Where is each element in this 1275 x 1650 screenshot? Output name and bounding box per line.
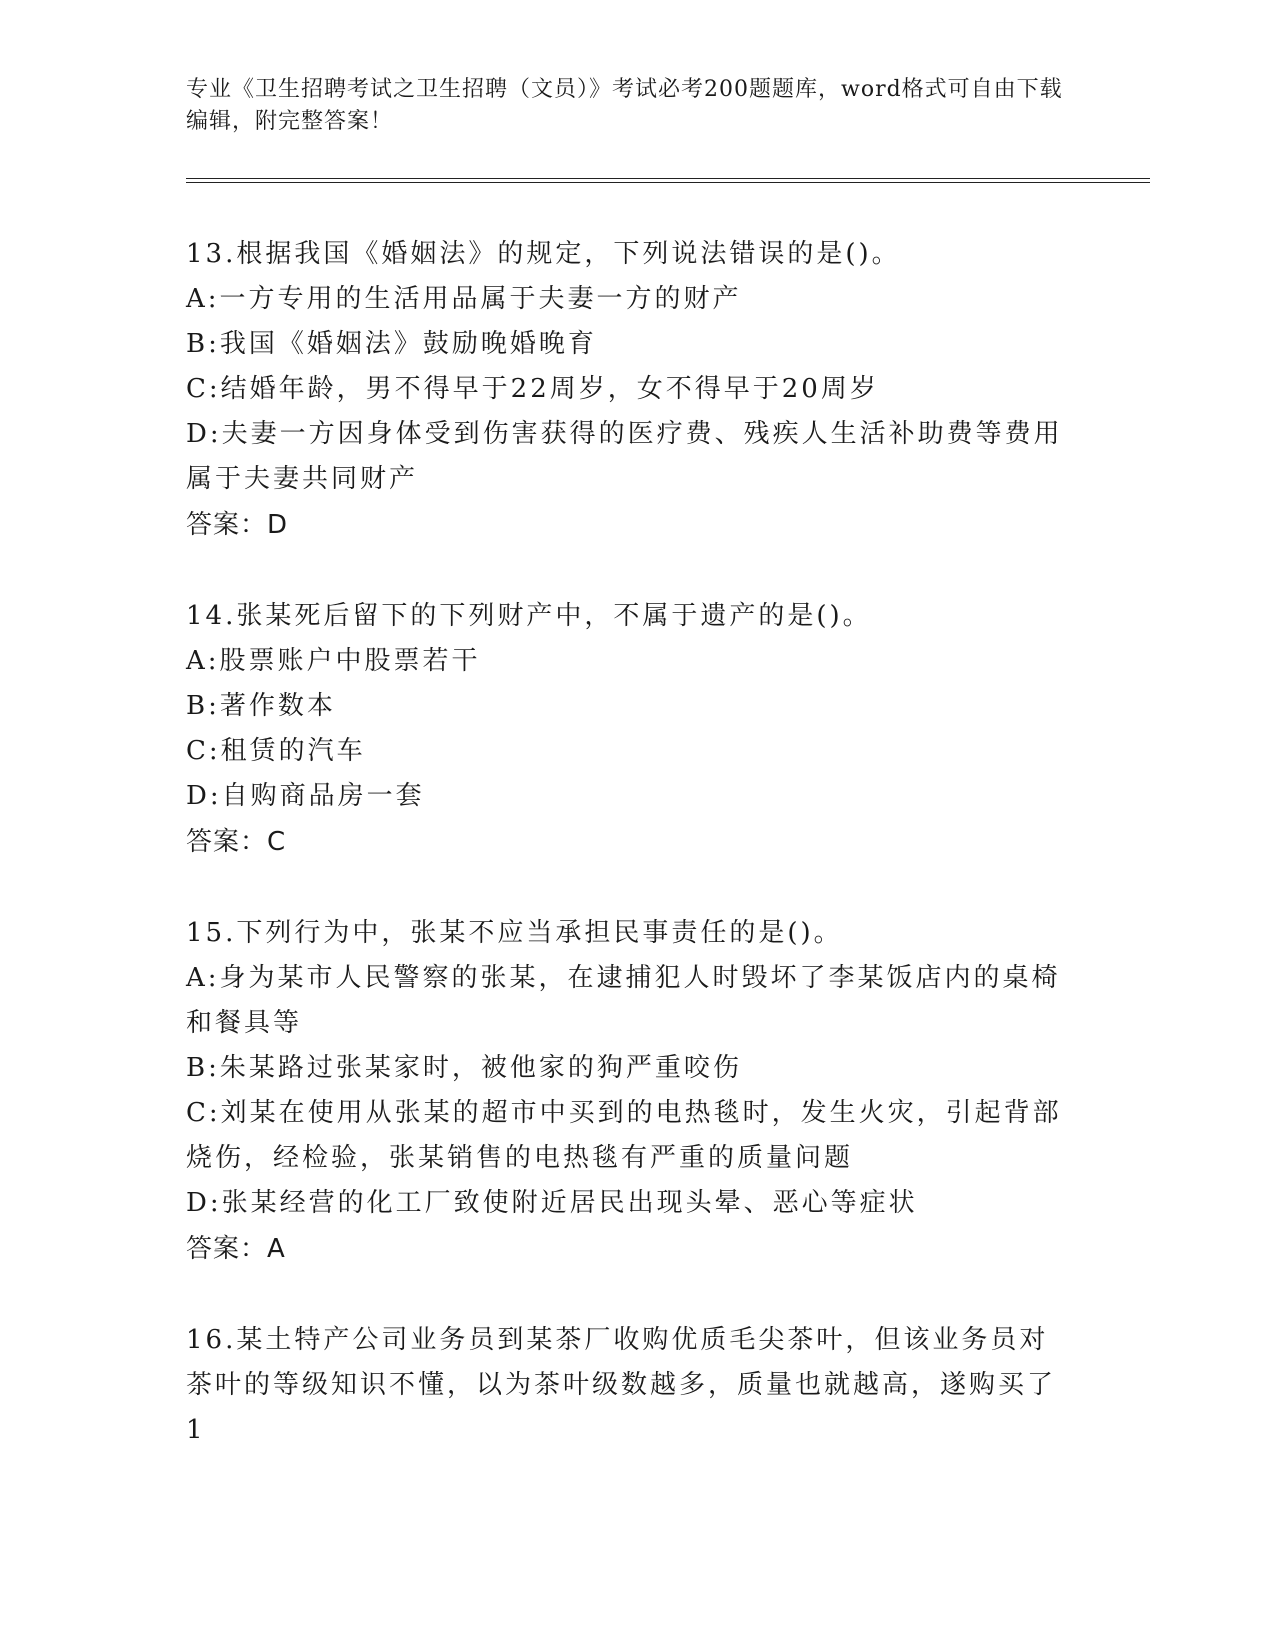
question-15 <box>186 911 1066 1272</box>
page-header: 专业《卫生招聘考试之卫生招聘（文员）》考试必考200题题库，word格式可自由下载编辑，附完整答案！ <box>186 77 1063 134</box>
answer-label: 答案：C <box>186 827 287 857</box>
option-a: A:一方专用的生活用品属于夫妻一方的财产 <box>186 284 742 314</box>
option-c: C:刘某在使用从张某的超市中买到的电热毯时，发生火灾，引起背部烧伤，经检验，张某销售的电热毯有严重的质量问题 <box>186 1098 1062 1173</box>
question-list <box>186 232 1066 1499</box>
option-b: B:著作数本 <box>186 691 336 721</box>
answer-label: 答案：A <box>186 1234 286 1264</box>
question-13 <box>186 232 1066 548</box>
question-stem: 15.下列行为中，张某不应当承担民事责任的是()。 <box>186 918 843 948</box>
question-14 <box>186 594 1066 865</box>
question-stem: 13.根据我国《婚姻法》的规定，下列说法错误的是()。 <box>186 239 901 269</box>
header-divider <box>186 178 1150 183</box>
option-a: A:身为某市人民警察的张某，在逮捕犯人时毁坏了李某饭店内的桌椅和餐具等 <box>186 963 1061 1038</box>
option-d: D:自购商品房一套 <box>186 781 425 811</box>
option-c: C:结婚年龄，男不得早于22周岁，女不得早于20周岁 <box>186 374 879 404</box>
option-a: A:股票账户中股票若干 <box>186 646 481 676</box>
option-b: B:朱某路过张某家时，被他家的狗严重咬伤 <box>186 1053 742 1083</box>
option-d: D:夫妻一方因身体受到伤害获得的医疗费、残疾人生活补助费等费用属于夫妻共同财产 <box>186 419 1063 494</box>
answer-label: 答案：D <box>186 510 289 540</box>
option-d: D:张某经营的化工厂致使附近居民出现头晕、恶心等症状 <box>186 1188 918 1218</box>
option-c: C:租赁的汽车 <box>186 736 366 766</box>
question-stem: 16.某土特产公司业务员到某茶厂收购优质毛尖茶叶，但该业务员对茶叶的等级知识不懂，以为茶叶级数越多，质量也就越高，遂购买了1 <box>186 1325 1057 1445</box>
question-16 <box>186 1318 1066 1453</box>
option-b: B:我国《婚姻法》鼓励晚婚晚育 <box>186 329 597 359</box>
question-stem: 14.张某死后留下的下列财产中，不属于遗产的是()。 <box>186 601 872 631</box>
